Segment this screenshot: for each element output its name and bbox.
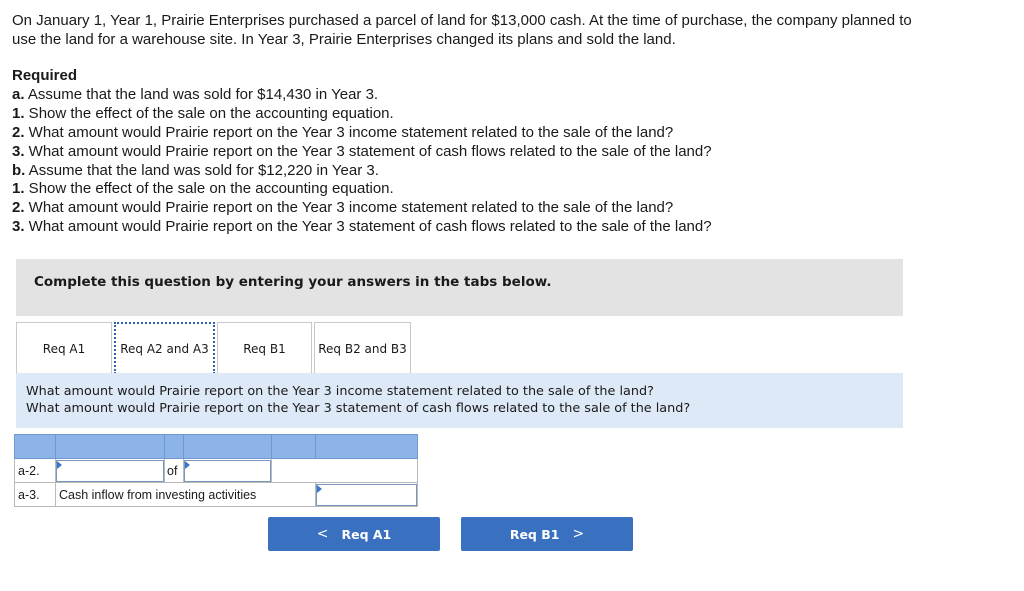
- chevron-right-icon: >: [572, 526, 585, 542]
- prompt-line-2: What amount would Prairie report on the Year 3 statement of cash flows related to the sale of the land?: [26, 401, 691, 416]
- instruction-banner: [16, 259, 903, 316]
- required-item: 1. Show the effect of the sale on the accounting equation.: [12, 104, 394, 122]
- required-item: 2. What amount would Prairie report on the Year 3 income statement related to the sale of the land?: [12, 123, 674, 141]
- required-item: 2. What amount would Prairie report on the Year 3 income statement related to the sale of the land?: [12, 199, 674, 217]
- required-item: 3. What amount would Prairie report on the Year 3 statement of cash flows related to the sale of the land?: [12, 218, 712, 236]
- chevron-left-icon: <: [316, 526, 329, 542]
- intro-line-2: use the land for a warehouse site. In Year 3, Prairie Enterprises changed its plans and sold the land.: [12, 31, 676, 48]
- of-text: of: [165, 459, 184, 483]
- a3-amount-input[interactable]: [316, 484, 417, 506]
- prev-button-label: Req A1: [341, 526, 392, 542]
- problem-intro: [12, 11, 1002, 49]
- row-label: a-2.: [15, 459, 56, 483]
- required-section: [12, 67, 1002, 237]
- prompt-line-1: What amount would Prairie report on the Year 3 income statement related to the sale of the land?: [26, 384, 654, 399]
- required-item: 3. What amount would Prairie report on the Year 3 statement of cash flows related to the sale of the land?: [12, 142, 712, 160]
- next-tab-button[interactable]: [461, 517, 633, 551]
- answer-table: [14, 434, 418, 507]
- table-header-row: [15, 435, 418, 459]
- input-marker-icon: [57, 461, 62, 469]
- table-row-a3: [15, 483, 418, 507]
- required-item: a. Assume that the land was sold for $14,430 in Year 3.: [12, 85, 379, 103]
- required-item: b. Assume that the land was sold for $12,220 in Year 3.: [12, 161, 379, 179]
- a2-amount-input[interactable]: [56, 460, 164, 482]
- tab-req-a1[interactable]: Req A1: [16, 322, 112, 374]
- intro-line-1: On January 1, Year 1, Prairie Enterprises purchased a parcel of land for $13,000 cash. At the time of purchase, the company planned to: [12, 12, 912, 29]
- a2-item-dropdown[interactable]: [184, 460, 271, 482]
- required-item: 1. Show the effect of the sale on the accounting equation.: [12, 180, 394, 198]
- row-label: a-3.: [15, 483, 56, 507]
- tab-req-b1[interactable]: Req B1: [217, 322, 312, 374]
- question-prompt: [16, 373, 903, 428]
- next-button-label: Req B1: [509, 526, 560, 542]
- row-description: Cash inflow from investing activities: [56, 483, 316, 507]
- tab-req-a2-a3[interactable]: Req A2 and A3: [114, 322, 215, 374]
- input-marker-icon: [185, 461, 190, 469]
- table-row-a2: [15, 459, 418, 483]
- required-heading: Required: [12, 67, 78, 84]
- tab-req-b2-b3[interactable]: Req B2 and B3: [314, 322, 411, 374]
- input-marker-icon: [317, 485, 322, 493]
- prev-tab-button[interactable]: [268, 517, 440, 551]
- banner-text: Complete this question by entering your answers in the tabs below.: [34, 274, 552, 290]
